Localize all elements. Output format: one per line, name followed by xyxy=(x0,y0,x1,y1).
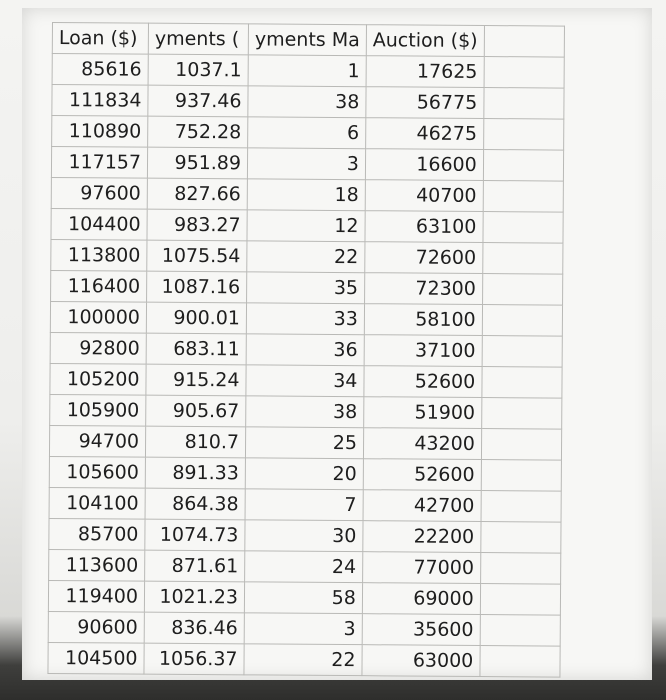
cell-payments: 871.61 xyxy=(145,550,245,582)
cell-payments: 1037.1 xyxy=(148,54,248,86)
empty-cell xyxy=(480,584,560,616)
header-row xyxy=(52,23,564,58)
cell-loan: 94700 xyxy=(49,425,145,457)
cell-loan: 85700 xyxy=(49,518,145,550)
cell-loan: 97600 xyxy=(51,177,147,209)
empty-cell xyxy=(483,150,563,182)
table-row xyxy=(52,85,564,120)
cell-payments-made: 3 xyxy=(244,613,362,645)
loan-data-table xyxy=(47,22,564,678)
empty-cell xyxy=(482,274,562,306)
cell-auction: 52600 xyxy=(364,366,482,398)
cell-payments-made: 12 xyxy=(247,210,365,242)
cell-payments: 1056.37 xyxy=(144,643,244,675)
cell-payments-made: 3 xyxy=(247,148,365,180)
empty-cell xyxy=(480,646,560,678)
empty-cell xyxy=(484,88,564,120)
cell-payments-made: 38 xyxy=(248,86,366,118)
table-row xyxy=(52,116,564,151)
cell-loan: 119400 xyxy=(48,580,144,612)
cell-loan: 111834 xyxy=(52,85,148,117)
cell-payments-made: 35 xyxy=(247,272,365,304)
cell-payments: 937.46 xyxy=(148,85,248,117)
cell-loan: 100000 xyxy=(50,301,146,333)
empty-cell xyxy=(481,460,561,492)
cell-payments-made: 38 xyxy=(246,396,364,428)
empty-cell xyxy=(483,181,563,213)
table-row xyxy=(52,54,564,89)
table-row xyxy=(50,363,562,398)
header-payments-made: yments Ma xyxy=(248,24,366,56)
cell-payments-made: 36 xyxy=(246,334,364,366)
cell-payments-made: 22 xyxy=(247,241,365,273)
cell-auction: 51900 xyxy=(364,397,482,429)
cell-loan: 104500 xyxy=(48,642,144,674)
table-row xyxy=(48,580,560,615)
cell-payments-made: 33 xyxy=(246,303,364,335)
cell-payments-made: 6 xyxy=(248,117,366,149)
empty-cell xyxy=(481,398,561,430)
cell-auction: 58100 xyxy=(364,304,482,336)
cell-payments: 891.33 xyxy=(145,457,245,489)
cell-payments-made: 20 xyxy=(245,458,363,490)
table-row xyxy=(49,487,561,522)
cell-loan: 104100 xyxy=(49,487,145,519)
empty-cell xyxy=(482,305,562,337)
cell-auction: 35600 xyxy=(362,614,480,646)
cell-loan: 116400 xyxy=(51,270,147,302)
header-payments: yments ( xyxy=(148,23,248,55)
cell-payments: 983.27 xyxy=(147,209,247,241)
empty-cell xyxy=(482,367,562,399)
table-row xyxy=(49,549,561,584)
cell-auction: 37100 xyxy=(364,335,482,367)
cell-payments: 915.24 xyxy=(146,364,246,396)
cell-payments: 752.28 xyxy=(148,116,248,148)
table-row xyxy=(49,425,561,460)
cell-payments: 900.01 xyxy=(146,302,246,334)
table-row xyxy=(51,239,563,274)
cell-payments: 827.66 xyxy=(147,178,247,210)
header-loan: Loan ($) xyxy=(52,23,148,55)
empty-cell xyxy=(483,212,563,244)
cell-loan: 105600 xyxy=(49,456,145,488)
cell-loan: 104400 xyxy=(51,208,147,240)
empty-cell xyxy=(484,57,564,89)
cell-auction: 69000 xyxy=(362,583,480,615)
empty-cell xyxy=(481,522,561,554)
table-row xyxy=(51,208,563,243)
cell-auction: 52600 xyxy=(363,459,481,491)
cell-loan: 85616 xyxy=(52,54,148,86)
cell-payments: 836.46 xyxy=(144,612,244,644)
table-row xyxy=(49,456,561,491)
cell-payments: 1087.16 xyxy=(147,271,247,303)
empty-cell xyxy=(482,336,562,368)
cell-auction: 72600 xyxy=(365,242,483,274)
empty-cell xyxy=(480,553,560,585)
cell-payments-made: 58 xyxy=(244,582,362,614)
cell-loan: 110890 xyxy=(52,116,148,148)
cell-payments: 905.67 xyxy=(146,395,246,427)
table-row xyxy=(51,177,563,212)
table-row xyxy=(48,611,560,646)
cell-loan: 113800 xyxy=(51,239,147,271)
cell-payments-made: 25 xyxy=(245,427,363,459)
table-row xyxy=(50,301,562,336)
cell-payments: 1075.54 xyxy=(147,240,247,272)
table-row xyxy=(51,270,563,305)
cell-auction: 16600 xyxy=(365,149,483,181)
empty-cell xyxy=(483,119,563,151)
cell-payments-made: 34 xyxy=(246,365,364,397)
table-row xyxy=(51,147,563,182)
cell-auction: 22200 xyxy=(363,521,481,553)
empty-cell xyxy=(481,491,561,523)
table-row xyxy=(48,642,560,677)
cell-loan: 113600 xyxy=(49,549,145,581)
cell-auction: 43200 xyxy=(363,428,481,460)
cell-auction: 46275 xyxy=(366,118,484,150)
cell-payments: 951.89 xyxy=(147,147,247,179)
cell-auction: 17625 xyxy=(366,56,484,88)
empty-cell xyxy=(484,26,564,58)
cell-payments-made: 7 xyxy=(245,489,363,521)
cell-loan: 105200 xyxy=(50,363,146,395)
cell-payments: 1074.73 xyxy=(145,519,245,551)
cell-auction: 77000 xyxy=(363,552,481,584)
cell-auction: 63000 xyxy=(362,645,480,677)
cell-payments-made: 24 xyxy=(245,551,363,583)
cell-loan: 90600 xyxy=(48,611,144,643)
empty-cell xyxy=(481,429,561,461)
cell-payments-made: 1 xyxy=(248,55,366,87)
cell-loan: 92800 xyxy=(50,332,146,364)
cell-loan: 105900 xyxy=(50,394,146,426)
table-row xyxy=(50,394,562,429)
cell-loan: 117157 xyxy=(51,147,147,179)
table-row xyxy=(49,518,561,553)
cell-payments: 810.7 xyxy=(145,426,245,458)
header-auction: Auction ($) xyxy=(366,25,484,57)
cell-payments: 864.38 xyxy=(145,488,245,520)
cell-payments-made: 30 xyxy=(245,520,363,552)
cell-payments-made: 22 xyxy=(244,644,362,676)
cell-auction: 63100 xyxy=(365,211,483,243)
cell-payments-made: 18 xyxy=(247,179,365,211)
table-row xyxy=(50,332,562,367)
cell-auction: 72300 xyxy=(364,273,482,305)
cell-auction: 42700 xyxy=(363,490,481,522)
empty-cell xyxy=(480,615,560,647)
cell-payments: 683.11 xyxy=(146,333,246,365)
empty-cell xyxy=(483,243,563,275)
cell-payments: 1021.23 xyxy=(144,581,244,613)
cell-auction: 40700 xyxy=(365,180,483,212)
cell-auction: 56775 xyxy=(366,87,484,119)
